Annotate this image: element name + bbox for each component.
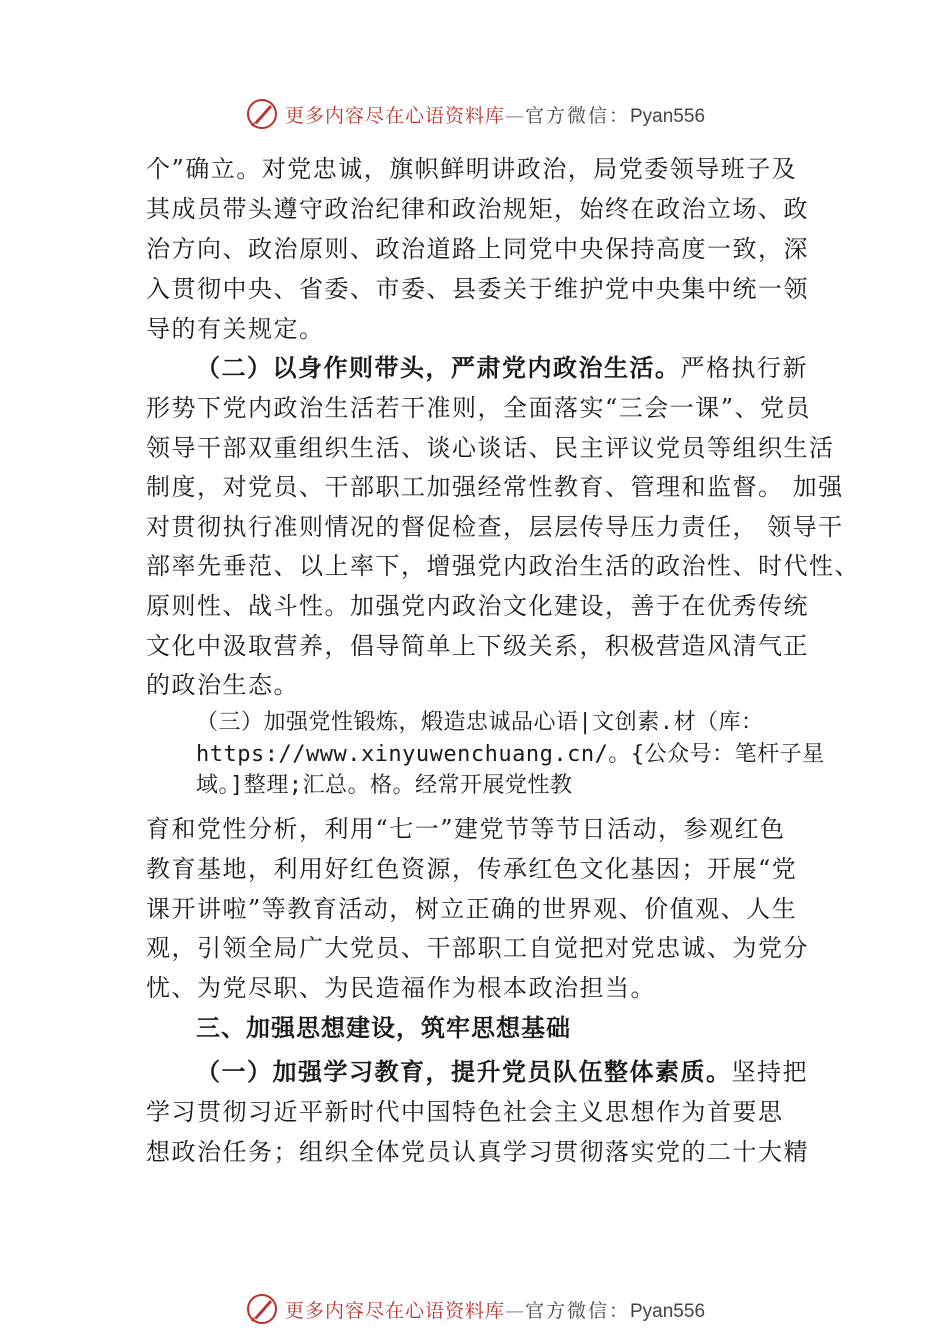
text-line: 文化中汲取营养，倡导简单上下级关系，积极营造风清气正: [146, 632, 809, 660]
text-line: 对贯彻执行准则情况的督促检查，层层传导压力责任， 领导干: [146, 513, 844, 541]
text-line: 的政治生态。: [146, 671, 299, 699]
text-line: 观，引领全局广大党员、干部职工自觉把对党忠诚、为党分: [146, 934, 809, 962]
text-line: 课开讲啦”等教育活动，树立正确的世界观、价值观、人生: [146, 895, 798, 923]
text-line: 导的有关规定。: [146, 315, 325, 343]
text-line: 入贯彻中央、省委、市委、县委关于维护党中央集中统一领: [146, 275, 809, 303]
watermark-brand: 更多内容尽在心语资料库: [284, 1299, 505, 1322]
text-line: 治方向、政治原则、政治道路上同党中央保持高度一致，深: [146, 235, 809, 263]
watermark-separator: —: [504, 104, 525, 127]
watermark-wechat-id: Pyan556: [630, 1300, 706, 1322]
section-heading: 三、加强思想建设，筑牢思想基础: [196, 1014, 571, 1042]
inserted-text-line: （三）加强党性锻炼，煅造忠诚品心语|文创素.材（库：: [196, 710, 764, 735]
text-line: 忧、为党尽职、为民造福作为根本政治担当。: [146, 974, 656, 1002]
watermark-banner-top: [0, 94, 950, 134]
paragraph-first-line: [196, 348, 808, 388]
inserted-text-line: 域。]整理;汇总。格。经常开展党性教: [196, 773, 573, 798]
quill-pen-logo-icon: [245, 1292, 279, 1326]
text-line: 形势下党内政治生活若干准则，全面落实“三会一课”、党员: [146, 394, 812, 422]
paragraph-first-line: [196, 1052, 808, 1092]
watermark-banner-bottom: [0, 1289, 950, 1329]
text-line: 原则性、战斗性。加强党内政治文化建设，善于在优秀传统: [146, 592, 809, 620]
text-line: 育和党性分析，利用“七一”建党节等节日活动，参观红色: [146, 815, 786, 843]
watermark-wechat-label: 官方微信：: [524, 1299, 630, 1322]
paragraph-lead-bold: （一）加强学习教育，提升党员队伍整体素质。: [196, 1057, 732, 1086]
quill-pen-logo-icon: [245, 97, 279, 131]
text-line: 想政治任务；组织全体党员认真学习贯彻落实党的二十大精: [146, 1138, 809, 1166]
text-line: 部率先垂范、以上率下，增强党内政治生活的政治性、时代性、: [146, 552, 860, 580]
watermark-text: [285, 101, 705, 128]
watermark-brand: 更多内容尽在心语资料库: [284, 104, 505, 127]
watermark-text: [285, 1296, 705, 1323]
text-line: 学习贯彻习近平新时代中国特色社会主义思想作为首要思: [146, 1098, 784, 1126]
inserted-text-line: https://www.xinyuwenchuang.cn/。{公众号：笔杆子星: [196, 742, 825, 767]
text-line: 其成员带头遵守政治纪律和政治规矩，始终在政治立场、政: [146, 195, 809, 223]
paragraph-lead-bold: （二）以身作则带头，严肃党内政治生活。: [196, 353, 681, 382]
watermark-wechat-id: Pyan556: [630, 105, 706, 127]
watermark-wechat-label: 官方微信：: [524, 104, 630, 127]
paragraph-lead-rest: 坚持把: [731, 1058, 808, 1086]
text-line: 制度，对党员、干部职工加强经常性教育、管理和监督。 加强: [146, 473, 844, 501]
paragraph-lead-rest: 严格执行新: [680, 354, 808, 382]
watermark-separator: —: [504, 1299, 525, 1322]
text-line: 领导干部双重组织生活、谈心谈话、民主评议党员等组织生活: [146, 434, 835, 462]
text-line: 教育基地，利用好红色资源，传承红色文化基因；开展“党: [146, 855, 798, 883]
text-line: 个”确立。对党忠诚，旗帜鲜明讲政治，局党委领导班子及: [146, 155, 798, 183]
